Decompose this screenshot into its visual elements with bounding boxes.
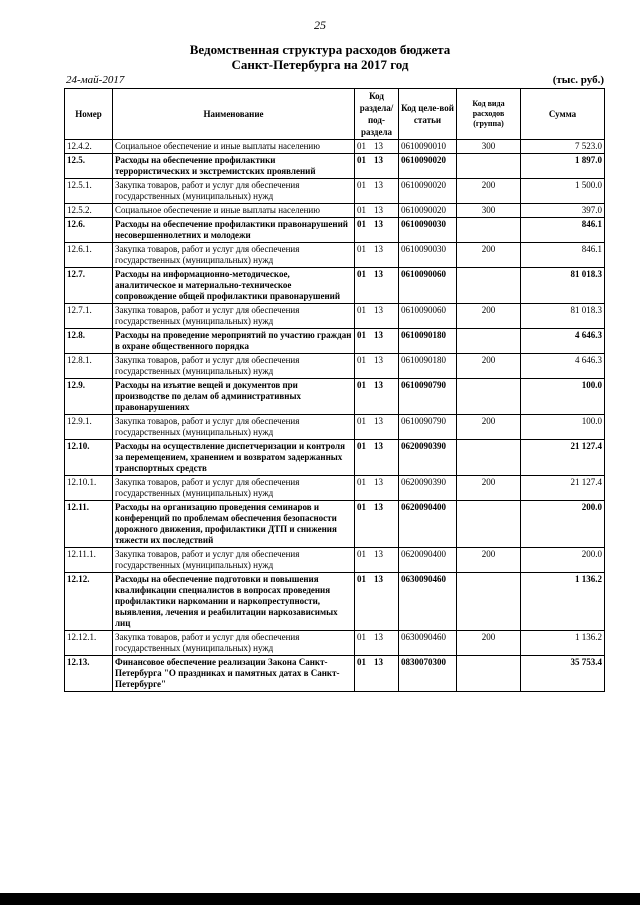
cell-razdel [355,440,399,476]
header-razdel: Код раздела/ под-раздела [355,89,399,140]
header-summa: Сумма [521,89,605,140]
table-row [65,379,605,415]
podrazdel-code: 13 [374,244,383,254]
cell-number: 12.8.1. [65,354,113,379]
razdel-code: 01 [357,502,366,512]
cell-summa: 200.0 [521,501,605,548]
podrazdel-code: 13 [374,632,383,642]
cell-name: Расходы на организацию проведения семинаров и конференций по проблемам обеспечения безопасности дорожного движения, профилактики ДТП и снижения тяжести их последствий [113,501,355,548]
razdel-code: 01 [357,141,366,151]
podrazdel-code: 13 [374,477,383,487]
cell-name: Расходы на информационно-методическое, аналитическое и материально-техническое сопровождение общей профилактики правонарушений [113,268,355,304]
cell-summa: 1 136.2 [521,631,605,656]
table-row [65,243,605,268]
podrazdel-code: 13 [374,657,383,667]
cell-razdel [355,243,399,268]
cell-vid-rashodov [457,573,521,631]
cell-number: 12.10.1. [65,476,113,501]
podrazdel-code: 13 [374,205,383,215]
cell-number: 12.7.1. [65,304,113,329]
cell-celevaya-statya: 0630090460 [399,631,457,656]
cell-celevaya-statya: 0620090390 [399,476,457,501]
cell-celevaya-statya: 0610090020 [399,179,457,204]
razdel-code: 01 [357,244,366,254]
podrazdel-code: 13 [374,355,383,365]
cell-summa: 1 897.0 [521,154,605,179]
cell-name: Финансовое обеспечение реализации Закона Санкт-Петербурга "О праздниках и памятных датах в Санкт-Петербурге" [113,656,355,692]
cell-summa: 846.1 [521,243,605,268]
cell-celevaya-statya: 0610090790 [399,379,457,415]
cell-celevaya-statya: 0610090060 [399,304,457,329]
cell-name: Социальное обеспечение и иные выплаты населению [113,140,355,154]
cell-name: Закупка товаров, работ и услуг для обеспечения государственных (муниципальных) нужд [113,354,355,379]
cell-razdel [355,179,399,204]
table-row [65,656,605,692]
cell-vid-rashodov [457,379,521,415]
cell-name: Закупка товаров, работ и услуг для обеспечения государственных (муниципальных) нужд [113,179,355,204]
units-label: (тыс. руб.) [552,74,604,86]
cell-vid-rashodov [457,329,521,354]
cell-razdel [355,501,399,548]
razdel-code: 01 [357,205,366,215]
cell-number: 12.7. [65,268,113,304]
table-row [65,329,605,354]
cell-razdel [355,140,399,154]
cell-summa: 846.1 [521,218,605,243]
header-vid-rashodov: Код вида расходов (группа) [457,89,521,140]
cell-celevaya-statya: 0610090790 [399,415,457,440]
table-row [65,415,605,440]
cell-vid-rashodov: 200 [457,179,521,204]
cell-name: Расходы на проведение мероприятий по участию граждан в охране общественного порядка [113,329,355,354]
cell-celevaya-statya: 0610090020 [399,204,457,218]
table-row [65,476,605,501]
cell-number: 12.11.1. [65,548,113,573]
cell-summa: 21 127.4 [521,476,605,501]
razdel-code: 01 [357,330,366,340]
table-row [65,204,605,218]
razdel-code: 01 [357,380,366,390]
table-row [65,631,605,656]
cell-name: Закупка товаров, работ и услуг для обеспечения государственных (муниципальных) нужд [113,548,355,573]
table-row [65,140,605,154]
cell-summa: 100.0 [521,415,605,440]
table-row [65,304,605,329]
table-row [65,548,605,573]
podrazdel-code: 13 [374,269,383,279]
podrazdel-code: 13 [374,330,383,340]
table-row [65,179,605,204]
cell-summa: 100.0 [521,379,605,415]
table-row [65,268,605,304]
podrazdel-code: 13 [374,380,383,390]
cell-razdel [355,154,399,179]
cell-summa: 21 127.4 [521,440,605,476]
cell-number: 12.9.1. [65,415,113,440]
podrazdel-code: 13 [374,180,383,190]
cell-summa: 200.0 [521,548,605,573]
table-row [65,154,605,179]
page-number: 25 [314,18,326,32]
cell-summa: 4 646.3 [521,354,605,379]
cell-number: 12.5.1. [65,179,113,204]
cell-summa: 81 018.3 [521,268,605,304]
cell-summa: 397.0 [521,204,605,218]
cell-vid-rashodov: 200 [457,243,521,268]
podrazdel-code: 13 [374,305,383,315]
cell-number: 12.5.2. [65,204,113,218]
cell-name: Расходы на изъятие вещей и документов при производстве по делам об административных правонарушениях [113,379,355,415]
podrazdel-code: 13 [374,441,383,451]
cell-number: 12.11. [65,501,113,548]
cell-vid-rashodov: 200 [457,354,521,379]
cell-razdel [355,268,399,304]
cell-razdel [355,573,399,631]
title-line-1: Ведомственная структура расходов бюджета [189,42,451,57]
cell-razdel [355,204,399,218]
header-celevaya-statya: Код целе-вой статьи [399,89,457,140]
cell-razdel [355,631,399,656]
cell-name: Закупка товаров, работ и услуг для обеспечения государственных (муниципальных) нужд [113,415,355,440]
cell-vid-rashodov: 200 [457,476,521,501]
cell-celevaya-statya: 0610090020 [399,154,457,179]
header-name: Наименование [113,89,355,140]
cell-vid-rashodov [457,218,521,243]
cell-number: 12.8. [65,329,113,354]
document-title [0,42,640,72]
cell-celevaya-statya: 0620090400 [399,548,457,573]
cell-name: Закупка товаров, работ и услуг для обеспечения государственных (муниципальных) нужд [113,631,355,656]
cell-name: Закупка товаров, работ и услуг для обеспечения государственных (муниципальных) нужд [113,476,355,501]
razdel-code: 01 [357,355,366,365]
table-header-row [65,89,605,140]
cell-vid-rashodov: 200 [457,548,521,573]
cell-razdel [355,379,399,415]
cell-number: 12.6.1. [65,243,113,268]
scan-edge [0,893,640,905]
cell-number: 12.9. [65,379,113,415]
cell-razdel [355,304,399,329]
cell-razdel [355,415,399,440]
cell-celevaya-statya: 0610090030 [399,243,457,268]
razdel-code: 01 [357,305,366,315]
cell-number: 12.13. [65,656,113,692]
cell-summa: 1 136.2 [521,573,605,631]
document-date: 24-май-2017 [66,74,125,86]
table-row [65,218,605,243]
cell-number: 12.6. [65,218,113,243]
cell-razdel [355,476,399,501]
cell-number: 12.5. [65,154,113,179]
cell-summa: 81 018.3 [521,304,605,329]
header-number: Номер [65,89,113,140]
podrazdel-code: 13 [374,574,383,584]
cell-vid-rashodov [457,656,521,692]
cell-celevaya-statya: 0620090390 [399,440,457,476]
cell-name: Социальное обеспечение и иные выплаты населению [113,204,355,218]
razdel-code: 01 [357,549,366,559]
cell-summa: 35 753.4 [521,656,605,692]
cell-summa: 1 500.0 [521,179,605,204]
cell-razdel [355,354,399,379]
cell-celevaya-statya: 0610090010 [399,140,457,154]
razdel-code: 01 [357,632,366,642]
cell-name: Расходы на обеспечение профилактики правонарушений несовершеннолетних и молодежи [113,218,355,243]
cell-razdel [355,656,399,692]
cell-celevaya-statya: 0630090460 [399,573,457,631]
cell-name: Расходы на осуществление диспетчеризации и контроля за перемещением, хранением и возвратом задержанных транспортных средств [113,440,355,476]
cell-vid-rashodov: 200 [457,631,521,656]
razdel-code: 01 [357,574,366,584]
podrazdel-code: 13 [374,141,383,151]
cell-vid-rashodov [457,154,521,179]
cell-summa: 7 523.0 [521,140,605,154]
cell-name: Закупка товаров, работ и услуг для обеспечения государственных (муниципальных) нужд [113,304,355,329]
cell-number: 12.4.2. [65,140,113,154]
cell-vid-rashodov: 200 [457,415,521,440]
cell-vid-rashodov: 300 [457,204,521,218]
table-row [65,440,605,476]
cell-vid-rashodov [457,501,521,548]
razdel-code: 01 [357,477,366,487]
cell-vid-rashodov: 200 [457,304,521,329]
table-row [65,573,605,631]
cell-celevaya-statya: 0610090030 [399,218,457,243]
table-row [65,354,605,379]
cell-vid-rashodov [457,440,521,476]
razdel-code: 01 [357,155,366,165]
cell-celevaya-statya: 0610090060 [399,268,457,304]
cell-number: 12.10. [65,440,113,476]
podrazdel-code: 13 [374,416,383,426]
cell-name: Расходы на обеспечение профилактики террористических и экстремистских проявлений [113,154,355,179]
cell-razdel [355,548,399,573]
cell-number: 12.12.1. [65,631,113,656]
title-line-2: Санкт-Петербурга на 2017 год [231,57,409,72]
razdel-code: 01 [357,219,366,229]
cell-celevaya-statya: 0610090180 [399,354,457,379]
table-body [65,140,605,692]
budget-table [64,88,605,692]
podrazdel-code: 13 [374,219,383,229]
cell-celevaya-statya: 0620090400 [399,501,457,548]
razdel-code: 01 [357,180,366,190]
cell-razdel [355,218,399,243]
cell-vid-rashodov [457,268,521,304]
cell-summa: 4 646.3 [521,329,605,354]
cell-celevaya-statya: 0610090180 [399,329,457,354]
cell-celevaya-statya: 0830070300 [399,656,457,692]
cell-name: Расходы на обеспечение подготовки и повышения квалификации специалистов в вопросах проведения профилактики наркомании и наркопреступности, выявления, лечения и реабилитации наркозависимых лиц [113,573,355,631]
table-row [65,501,605,548]
razdel-code: 01 [357,657,366,667]
razdel-code: 01 [357,416,366,426]
podrazdel-code: 13 [374,502,383,512]
razdel-code: 01 [357,441,366,451]
podrazdel-code: 13 [374,549,383,559]
cell-razdel [355,329,399,354]
cell-number: 12.12. [65,573,113,631]
cell-vid-rashodov: 300 [457,140,521,154]
cell-name: Закупка товаров, работ и услуг для обеспечения государственных (муниципальных) нужд [113,243,355,268]
razdel-code: 01 [357,269,366,279]
podrazdel-code: 13 [374,155,383,165]
